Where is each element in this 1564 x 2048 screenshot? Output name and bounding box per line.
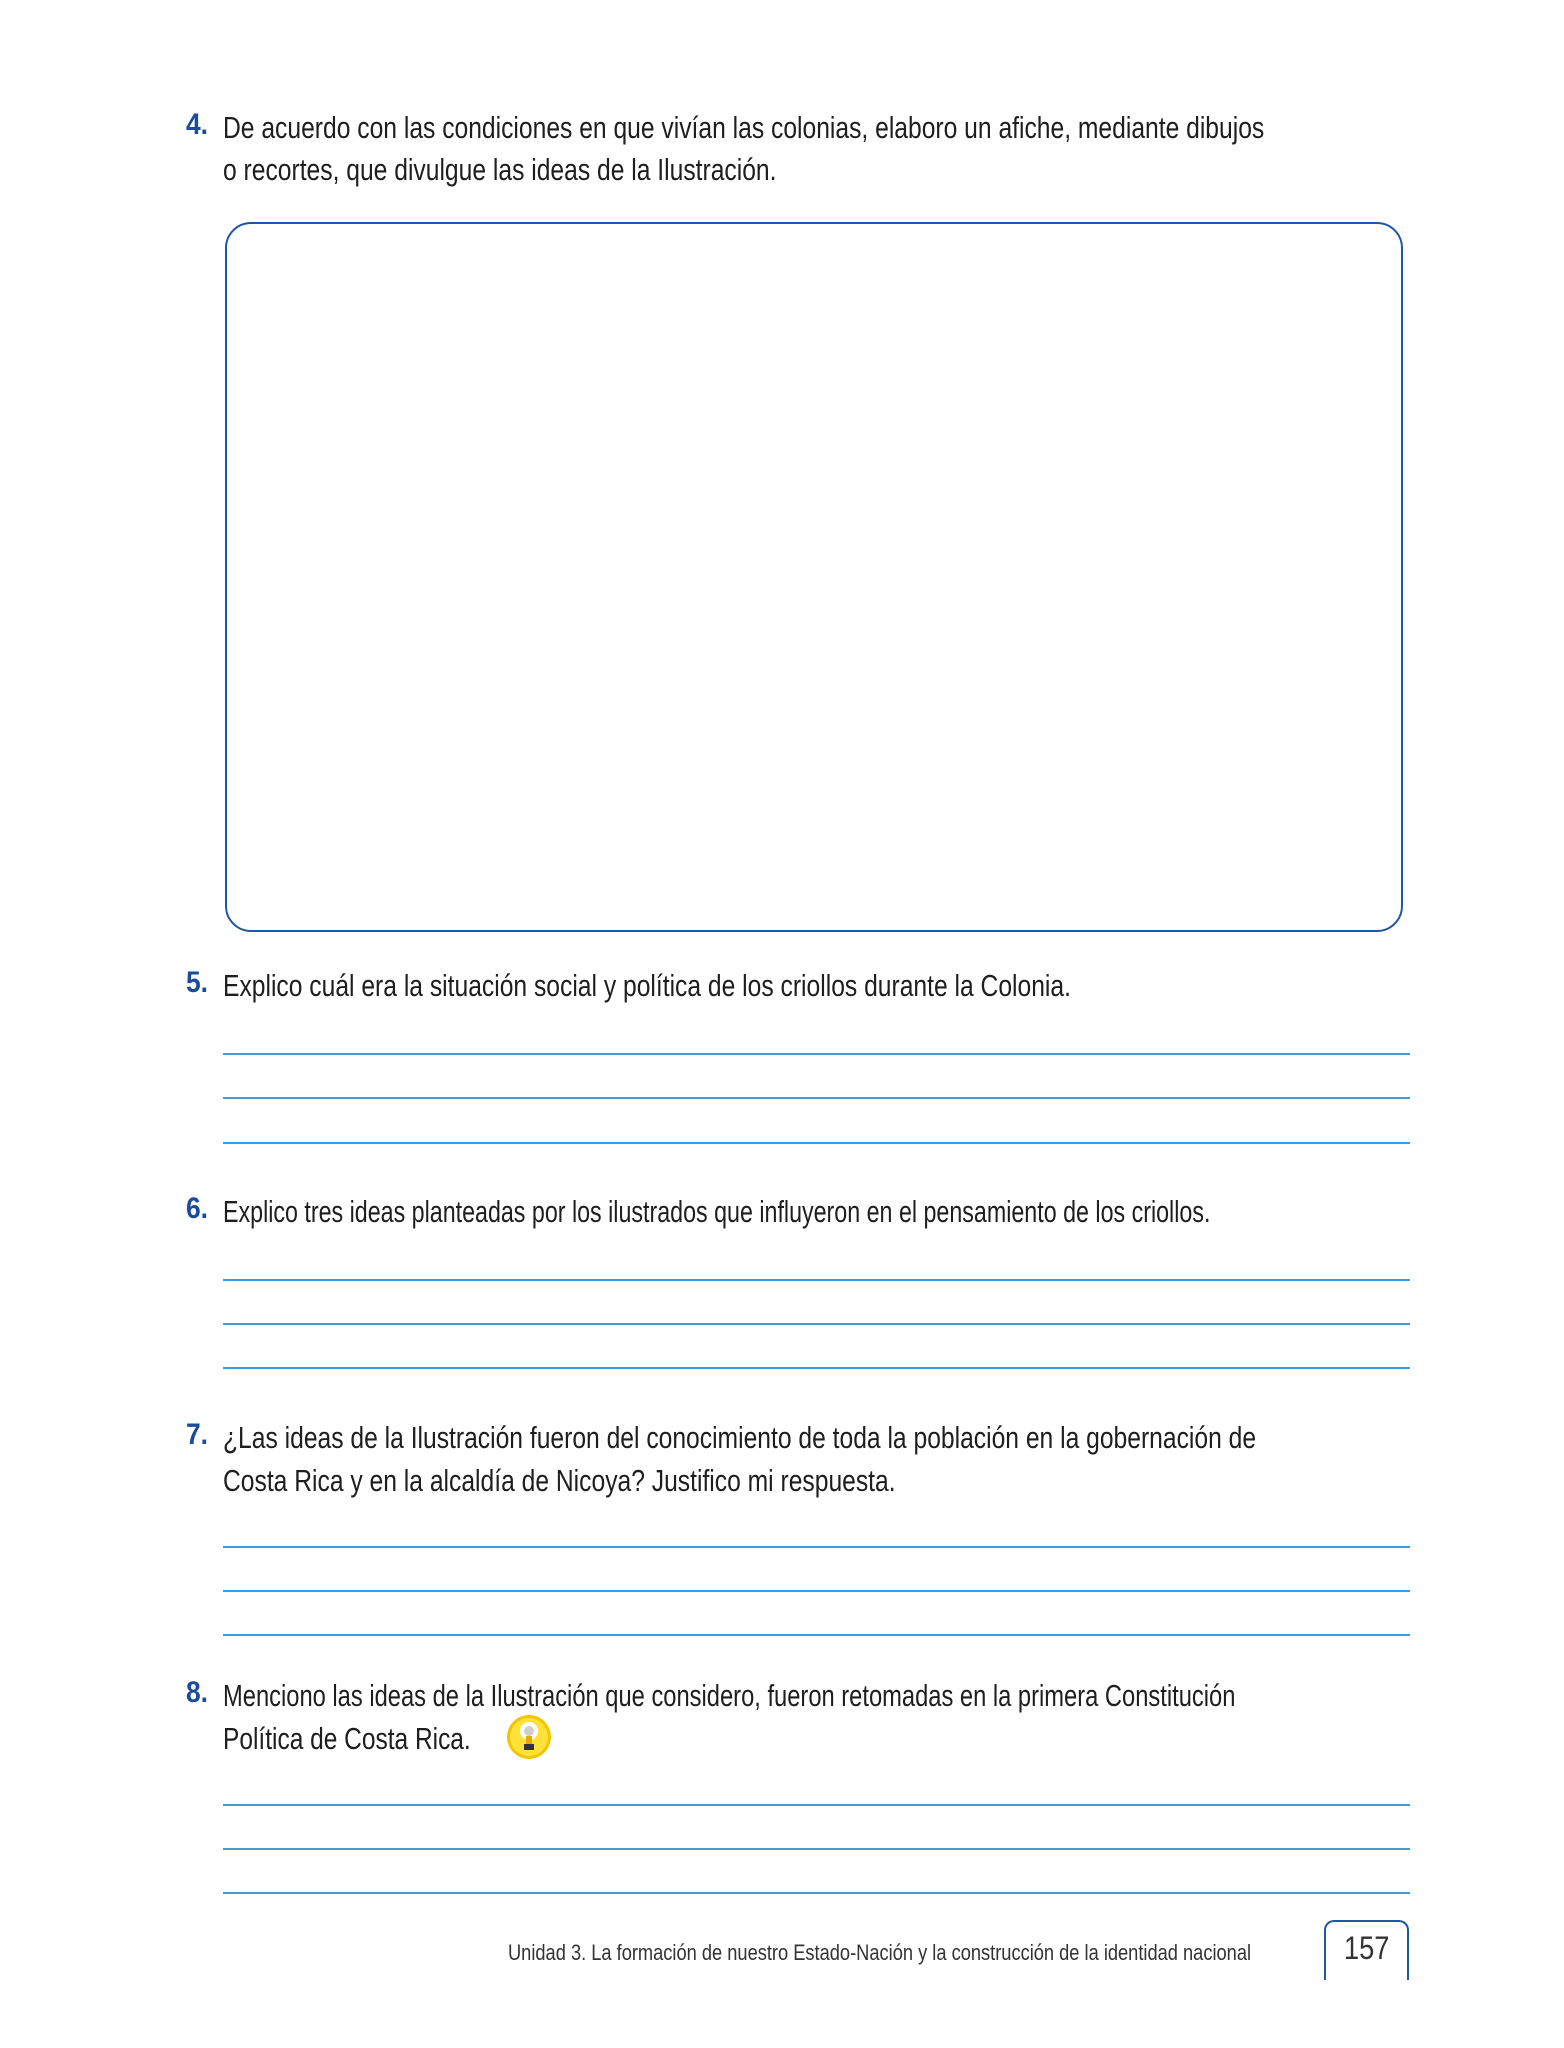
- answer-line[interactable]: [223, 1142, 1410, 1144]
- question-number: 8.: [186, 1676, 209, 1709]
- question-number: 4.: [186, 108, 209, 141]
- question-text: Política de Costa Rica.: [223, 1721, 471, 1756]
- question-text: Explico tres ideas planteadas por los ilustrados que influyeron en el pensamiento de los criollos.: [223, 1194, 1211, 1229]
- page-number: 157: [1343, 1930, 1390, 1966]
- question-text: o recortes, que divulgue las ideas de la Ilustración.: [223, 152, 777, 187]
- answer-line[interactable]: [223, 1323, 1410, 1325]
- question-text: Costa Rica y en la alcaldía de Nicoya? Justifico mi respuesta.: [223, 1463, 896, 1498]
- answer-line[interactable]: [223, 1590, 1410, 1592]
- answer-line[interactable]: [223, 1848, 1410, 1850]
- question-text: Explico cuál era la situación social y política de los criollos durante la Colonia.: [223, 968, 1071, 1003]
- lightbulb-icon: [506, 1714, 552, 1760]
- answer-line[interactable]: [223, 1634, 1410, 1636]
- question-number: 7.: [186, 1418, 209, 1451]
- answer-line[interactable]: [223, 1892, 1410, 1894]
- question-number: 6.: [186, 1192, 209, 1225]
- answer-line[interactable]: [223, 1053, 1410, 1055]
- page-number-box: [1324, 1920, 1409, 1980]
- question-text: De acuerdo con las condiciones en que vivían las colonias, elaboro un afiche, mediante dibujos: [223, 110, 1265, 145]
- answer-line[interactable]: [223, 1279, 1410, 1281]
- poster-drawing-area[interactable]: [225, 222, 1403, 932]
- answer-line[interactable]: [223, 1097, 1410, 1099]
- answer-line[interactable]: [223, 1804, 1410, 1806]
- footer-unit-title: Unidad 3. La formación de nuestro Estado-Nación y la construcción de la identidad nacional: [508, 1940, 1252, 1965]
- question-text: ¿Las ideas de la Ilustración fueron del conocimiento de toda la población en la gobernación de: [223, 1420, 1257, 1455]
- question-number: 5.: [186, 966, 209, 999]
- answer-line[interactable]: [223, 1367, 1410, 1369]
- answer-line[interactable]: [223, 1546, 1410, 1548]
- question-text: Menciono las ideas de la Ilustración que considero, fueron retomadas en la primera Constitución: [223, 1678, 1236, 1713]
